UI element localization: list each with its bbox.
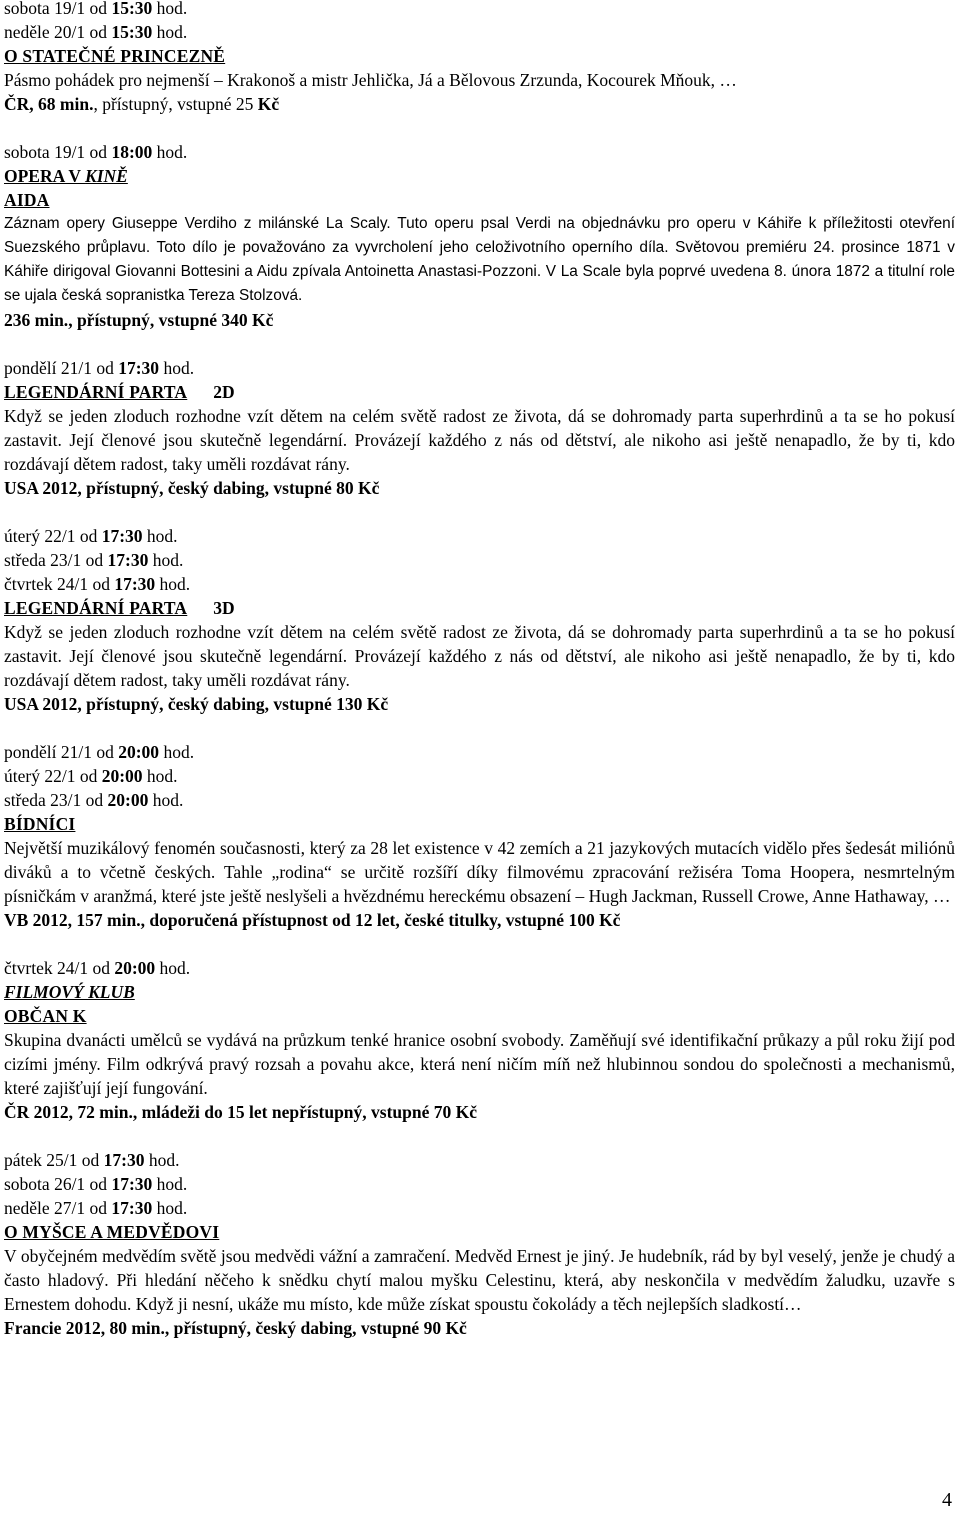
event-title: AIDA bbox=[4, 190, 50, 210]
event-description: Když se jeden zloduch rozhodne vzít dětem na celém světě radost ze života, dá se dohromady parta superhrdinů a ta se ho pokusí zastavit. Její členové jsou skutečně legendární. Provázejí každého z nás od dětství, ale nikoho asi ještě nenapadlo, že by ti, kdo rozdávají dětem radost, taky uměli rozdávat rány. bbox=[4, 622, 955, 690]
event-legendarni-parta-2d bbox=[4, 356, 955, 500]
event-o-statecne-princezne bbox=[4, 0, 955, 116]
event-date: úterý 22/1 od 20:00 hod. bbox=[4, 766, 178, 786]
event-series: OPERA V KINĚ bbox=[4, 166, 128, 186]
event-date: neděle 20/1 od 15:30 hod. bbox=[4, 22, 188, 42]
event-description: Pásmo pohádek pro nejmenší – Krakonoš a mistr Jehlička, Já a Bělovous Zrzunda, Kocourek Mňouk, … bbox=[4, 70, 737, 90]
event-title: OBČAN K bbox=[4, 1006, 87, 1026]
event-date: čtvrtek 24/1 od 20:00 hod. bbox=[4, 958, 191, 978]
event-info: 236 min., přístupný, vstupné 340 Kč bbox=[4, 310, 274, 330]
event-date: sobota 19/1 od 18:00 hod. bbox=[4, 142, 188, 162]
event-date: čtvrtek 24/1 od 17:30 hod. bbox=[4, 574, 191, 594]
event-date: pondělí 21/1 od 17:30 hod. bbox=[4, 358, 195, 378]
event-description: V obyčejném medvědím světě jsou medvědi vážní a zamračení. Medvěd Ernest je jiný. Je hudebník, rád by byl veselý, jenže je chudý a často hladový. Při hledání něčeho k snědku chytí malou myšku Celestinu, která, aby neskončila v medvědím žaludku, uzavře s Ernestem dohodu. Když ji nesní, ukáže mu místo, kde může získat spoustu čokolády a těch nejlepších sladkostí… bbox=[4, 1246, 955, 1314]
event-title: O MYŠCE A MEDVĚDOVI bbox=[4, 1222, 220, 1242]
event-description: Skupina dvanácti umělců se vydává na průzkum tenké hranice osobní svobody. Zaměňují své identifikační průkazy a půl roku žijí pod cizími jmény. Film odkrývá pravý rozsah a povahu akce, která není ničím míň než hlubinnou sondou do společnosti a mechanismů, které zajišťují její fungování. bbox=[4, 1030, 955, 1098]
event-description: Když se jeden zloduch rozhodne vzít dětem na celém světě radost ze života, dá se dohromady parta superhrdinů a ta se ho pokusí zastavit. Její členové jsou skutečně legendární. Provázejí každého z nás od dětství, ale nikoho asi ještě nenapadlo, že by ti, kdo rozdávají dětem radost, taky uměli rozdávat rány. bbox=[4, 406, 955, 474]
event-info: Francie 2012, 80 min., přístupný, český dabing, vstupné 90 Kč bbox=[4, 1318, 467, 1338]
event-date: středa 23/1 od 20:00 hod. bbox=[4, 790, 184, 810]
event-info: ČR 2012, 72 min., mládeži do 15 let nepřístupný, vstupné 70 Kč bbox=[4, 1102, 478, 1122]
event-obcan-k bbox=[4, 956, 955, 1124]
event-o-mysce-a-medvedovi bbox=[4, 1148, 955, 1340]
event-title: BÍDNÍCI bbox=[4, 814, 76, 834]
event-legendarni-parta-3d bbox=[4, 524, 955, 716]
event-date: úterý 22/1 od 17:30 hod. bbox=[4, 526, 178, 546]
event-description: Záznam opery Giuseppe Verdiho z milánské La Scaly. Tuto operu psal Verdi na objednávku pro operu v Káhiře k příležitosti otevření Suezského průplavu. Toto dílo je považováno za vyvrcholení jeho celoživotního operního díla. Světovou premiéru 24. prosince 1871 v Káhiře dirigoval Giovanni Bottesini a Aidu zpívala Antoinetta Anastasi-Pozzoni. V La Scale byla poprvé uvedena 8. února 1872 a titulní role se ujala česká sopranistka Tereza Stolzová. bbox=[4, 215, 955, 304]
event-title: O STATEČNÉ PRINCEZNĚ bbox=[4, 46, 226, 66]
page-number: 4 bbox=[942, 1489, 952, 1511]
event-description: Největší muzikálový fenomén současnosti, který za 28 let existence v 42 zemích a 21 jazykových mutacích vidělo přes šedesát miliónů diváků a to včetně českých. Tahle „rodina“ se určitě rozšíří díky filmovému zpracování režiséra Toma Hoopera, nesmrtelným písničkám v aranžmá, které jste ještě neslyšeli a hvězdnému hereckému obsazení – Hugh Jackman, Russell Crowe, Anne Hathaway, … bbox=[4, 838, 955, 906]
event-info: VB 2012, 157 min., doporučená přístupnost od 12 let, české titulky, vstupné 100 Kč bbox=[4, 910, 621, 930]
event-series: FILMOVÝ KLUB bbox=[4, 982, 135, 1002]
event-variant: 2D bbox=[213, 382, 235, 402]
event-variant: 3D bbox=[213, 598, 235, 618]
event-aida bbox=[4, 140, 955, 332]
event-title-line bbox=[4, 596, 955, 620]
event-info: USA 2012, přístupný, český dabing, vstupné 80 Kč bbox=[4, 478, 380, 498]
event-info: ČR, 68 min., přístupný, vstupné 25 Kč bbox=[4, 94, 280, 114]
event-title: LEGENDÁRNÍ PARTA bbox=[4, 598, 188, 618]
event-title-line bbox=[4, 380, 955, 404]
event-info: USA 2012, přístupný, český dabing, vstupné 130 Kč bbox=[4, 694, 389, 714]
event-title: LEGENDÁRNÍ PARTA bbox=[4, 382, 188, 402]
event-bidnici bbox=[4, 740, 955, 932]
event-date: pátek 25/1 od 17:30 hod. bbox=[4, 1150, 180, 1170]
event-date: neděle 27/1 od 17:30 hod. bbox=[4, 1198, 188, 1218]
program-page bbox=[4, 0, 955, 1340]
event-date: pondělí 21/1 od 20:00 hod. bbox=[4, 742, 195, 762]
event-date: sobota 19/1 od 15:30 hod. bbox=[4, 0, 188, 18]
event-date: středa 23/1 od 17:30 hod. bbox=[4, 550, 184, 570]
event-date: sobota 26/1 od 17:30 hod. bbox=[4, 1174, 188, 1194]
